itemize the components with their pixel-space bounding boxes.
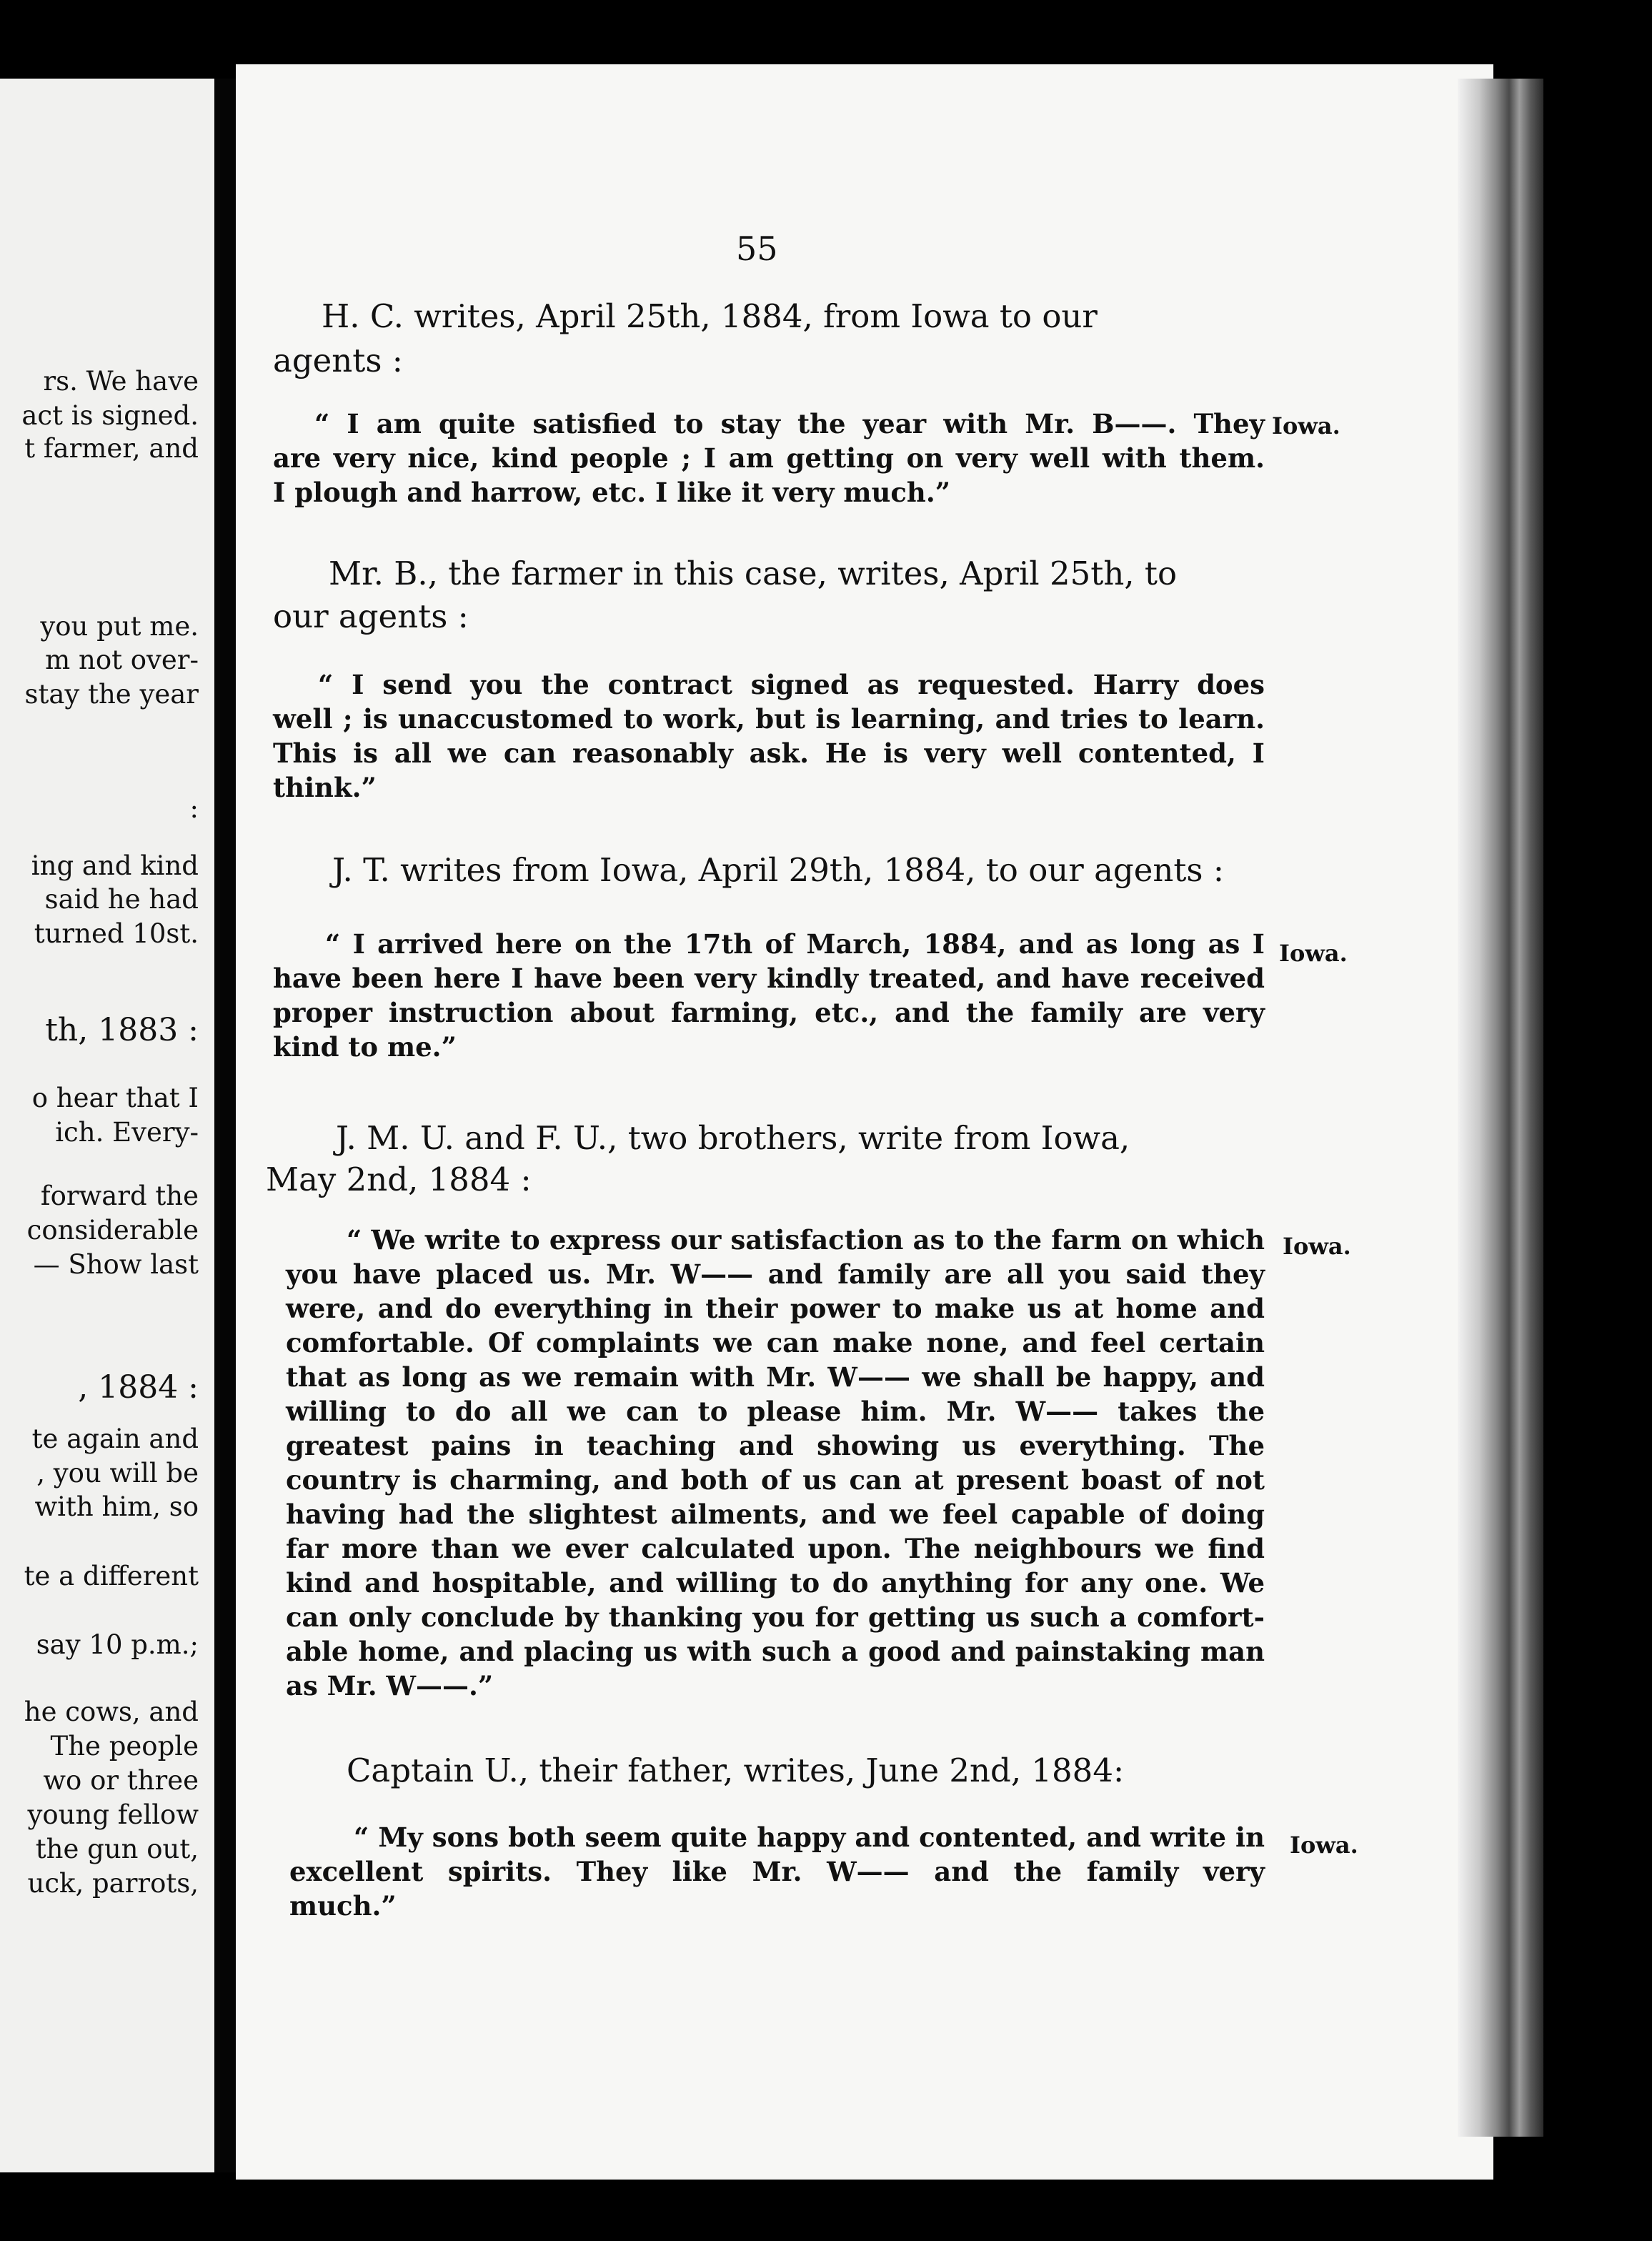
left-page-line: the gun out, — [35, 1834, 199, 1864]
left-page-line: he cows, and — [24, 1696, 199, 1727]
margin-note: Iowa. — [1279, 940, 1348, 967]
left-page-line: — Show last — [33, 1249, 199, 1280]
letter-line: as Mr. W——.” — [286, 1670, 494, 1701]
section-heading: our agents : — [273, 597, 469, 635]
book-gutter — [214, 79, 236, 2172]
letter-line: have been here I have been very kindly treated, and have received — [273, 963, 1265, 994]
left-page-line: m not over- — [45, 645, 199, 675]
left-page-line: , you will be — [36, 1458, 199, 1489]
section-heading: agents : — [273, 342, 403, 379]
left-page-line: t farmer, and — [24, 433, 199, 464]
left-page-line: you put me. — [40, 611, 199, 642]
left-page-line: : — [189, 793, 199, 824]
letter-line: are very nice, kind people ; I am getting on very well with them. — [273, 442, 1265, 474]
left-page-line: te again and — [31, 1423, 199, 1454]
left-page-line: wo or three — [43, 1765, 199, 1796]
letter-line: I plough and harrow, etc. I like it very much.” — [273, 477, 950, 508]
letter-line: “ My sons both seem quite happy and contented, and write in — [354, 1822, 1265, 1853]
letter-line: excellent spirits. They like Mr. W—— and the family very — [289, 1856, 1265, 1887]
letter-line: comfortable. Of complaints we can make none, and feel certain — [286, 1327, 1265, 1358]
letter-line: “ I am quite satisfied to stay the year with Mr. B——. They — [314, 408, 1265, 439]
letter-line: greatest pains in teaching and showing us everything. The — [286, 1430, 1265, 1461]
letter-line: well ; is unaccustomed to work, but is learning, and tries to learn. — [273, 703, 1265, 735]
letter-line: able home, and placing us with such a good and painstaking man — [286, 1636, 1265, 1667]
section-heading: Mr. B., the farmer in this case, writes, April 25th, to — [329, 555, 1178, 592]
left-page-line: considerable — [26, 1215, 199, 1246]
letter-line: far more than we ever calculated upon. The neighbours we find — [286, 1533, 1265, 1564]
letter-line: having had the slightest ailments, and we feel capable of doing — [286, 1499, 1265, 1530]
section-heading: H. C. writes, April 25th, 1884, from Iowa to our — [322, 297, 1098, 335]
margin-note: Iowa. — [1290, 1832, 1358, 1859]
left-page-line: stay the year — [24, 679, 199, 710]
margin-note: Iowa. — [1283, 1233, 1351, 1260]
section-heading: J. M. U. and F. U., two brothers, write from Iowa, — [336, 1119, 1130, 1157]
letter-line: “ We write to express our satisfaction as to the farm on which — [347, 1224, 1265, 1256]
left-page-line: o hear that I — [31, 1083, 199, 1113]
letter-line: were, and do everything in their power to make us at home and — [286, 1293, 1265, 1324]
letter-line: think.” — [273, 772, 377, 803]
left-page-line: ing and kind — [31, 850, 199, 881]
letter-line: can only conclude by thanking you for getting us such a comfort- — [286, 1601, 1265, 1633]
left-page-line: th, 1883 : — [45, 1012, 199, 1048]
left-page-line: said he had — [44, 884, 199, 915]
left-page-line: with him, so — [34, 1491, 199, 1522]
section-heading: May 2nd, 1884 : — [266, 1161, 532, 1198]
left-page-line: young fellow — [27, 1799, 199, 1830]
letter-line: kind to me.” — [273, 1031, 457, 1063]
section-heading: Captain U., their father, writes, June 2nd, 1884: — [347, 1751, 1125, 1789]
left-page-line: act is signed. — [21, 400, 199, 431]
letter-line: much.” — [289, 1890, 397, 1922]
letter-line: kind and hospitable, and willing to do anything for any one. We — [286, 1567, 1265, 1599]
letter-line: “ I send you the contract signed as requested. Harry does — [318, 669, 1265, 700]
letter-line: proper instruction about farming, etc., and the family are very — [273, 997, 1265, 1028]
left-page-line: rs. We have — [43, 366, 199, 397]
page-edge — [1458, 79, 1543, 2137]
left-page-fragment — [0, 79, 214, 2172]
letter-line: willing to do all we can to please him. Mr. W—— takes the — [286, 1396, 1265, 1427]
left-page-line: say 10 p.m.; — [36, 1629, 199, 1660]
left-page-line: uck, parrots, — [27, 1868, 199, 1899]
left-page-line: forward the — [40, 1181, 199, 1211]
letter-line: “ I arrived here on the 17th of March, 1884, and as long as I — [325, 928, 1265, 960]
letter-line: that as long as we remain with Mr. W—— we shall be happy, and — [286, 1361, 1265, 1393]
margin-note: Iowa. — [1272, 412, 1340, 439]
left-page-line: , 1884 : — [78, 1369, 199, 1406]
letter-line: you have placed us. Mr. W—— and family are all you said they — [286, 1258, 1265, 1290]
section-heading: J. T. writes from Iowa, April 29th, 1884, to our agents : — [332, 851, 1224, 889]
letter-line: country is charming, and both of us can at present boast of not — [286, 1464, 1265, 1496]
left-page-line: The people — [50, 1731, 199, 1762]
page-number: 55 — [736, 229, 778, 268]
left-page-line: te a different — [24, 1561, 199, 1591]
left-page-line: turned 10st. — [34, 918, 199, 949]
letter-line: This is all we can reasonably ask. He is very well contented, I — [273, 737, 1265, 769]
left-page-line: ich. Every- — [55, 1117, 199, 1148]
